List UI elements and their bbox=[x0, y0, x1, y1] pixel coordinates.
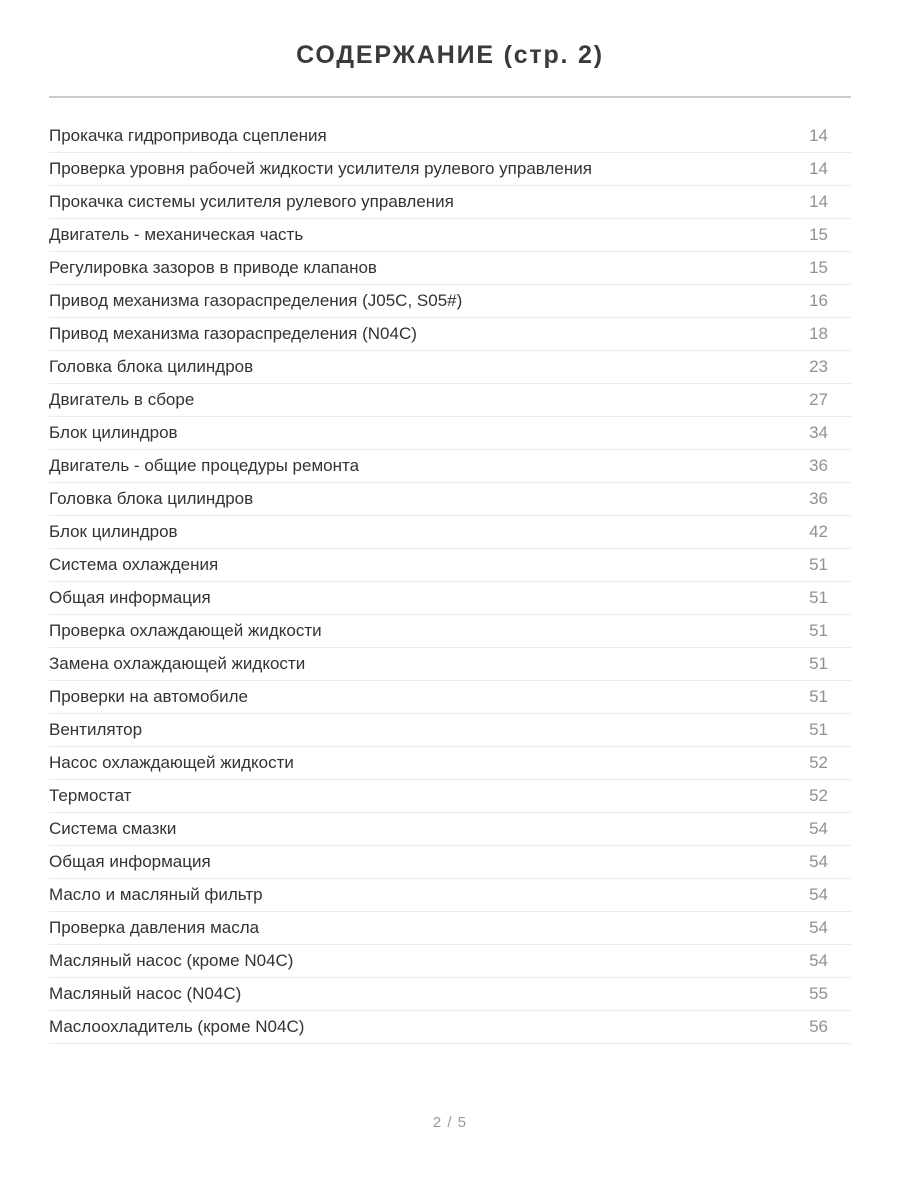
toc-entry-page-number: 16 bbox=[809, 291, 828, 310]
toc-entry-page-number: 15 bbox=[809, 258, 828, 277]
toc-row bbox=[49, 648, 851, 681]
toc-row bbox=[49, 318, 851, 351]
toc-row bbox=[49, 714, 851, 747]
toc-row bbox=[49, 615, 851, 648]
toc-entry-page-number: 36 bbox=[809, 456, 828, 475]
toc-entry-label: Блок цилиндров bbox=[49, 423, 178, 442]
toc-entry-page-number: 56 bbox=[809, 1017, 828, 1036]
toc-entry-label: Двигатель - механическая часть bbox=[49, 225, 304, 244]
toc-entry-label: Привод механизма газораспределения (N04C) bbox=[49, 324, 417, 343]
toc-entry-label: Общая информация bbox=[49, 588, 211, 607]
page-indicator: 2 / 5 bbox=[432, 1114, 468, 1131]
toc-row bbox=[49, 978, 851, 1011]
toc-entry-page-number: 54 bbox=[809, 852, 828, 871]
toc-row bbox=[49, 351, 851, 384]
toc-entry-label: Прокачка системы усилителя рулевого управления bbox=[49, 192, 454, 211]
toc-entry-page-number: 23 bbox=[809, 357, 828, 376]
toc-entry-page-number: 36 bbox=[809, 489, 828, 508]
toc-row bbox=[49, 846, 851, 879]
toc-row bbox=[49, 780, 851, 813]
toc-entry-label: Прокачка гидропривода сцепления bbox=[49, 126, 327, 145]
toc-entry-page-number: 54 bbox=[809, 918, 828, 937]
toc-entry-label: Маслоохладитель (кроме N04C) bbox=[49, 1017, 305, 1036]
toc-entry-label: Масляный насос (кроме N04C) bbox=[49, 951, 294, 970]
toc-entry-page-number: 54 bbox=[809, 951, 828, 970]
toc-row bbox=[49, 582, 851, 615]
toc-row bbox=[49, 549, 851, 582]
toc-row bbox=[49, 285, 851, 318]
toc-entry-label: Регулировка зазоров в приводе клапанов bbox=[49, 258, 377, 277]
toc-row bbox=[49, 516, 851, 549]
toc-entry-page-number: 51 bbox=[809, 720, 828, 739]
toc-entry-label: Масляный насос (N04C) bbox=[49, 984, 242, 1003]
toc-row bbox=[49, 1011, 851, 1044]
toc-entry-page-number: 27 bbox=[809, 390, 828, 409]
toc-entry-label: Замена охлаждающей жидкости bbox=[49, 654, 306, 673]
toc-row bbox=[49, 417, 851, 450]
toc-row bbox=[49, 186, 851, 219]
toc-entry-label: Блок цилиндров bbox=[49, 522, 178, 541]
toc-entry-page-number: 55 bbox=[809, 984, 828, 1003]
toc-row bbox=[49, 945, 851, 978]
toc-entry-page-number: 52 bbox=[809, 786, 828, 805]
toc-row bbox=[49, 813, 851, 846]
toc-entry-label: Система охлаждения bbox=[49, 555, 219, 574]
toc-entry-page-number: 15 bbox=[809, 225, 828, 244]
toc-entry-page-number: 51 bbox=[809, 654, 828, 673]
toc-entry-page-number: 51 bbox=[809, 621, 828, 640]
page-title: СОДЕРЖАНИЕ (стр. 2) bbox=[296, 41, 604, 69]
toc-entry-page-number: 18 bbox=[809, 324, 828, 343]
toc-entry-page-number: 51 bbox=[809, 555, 828, 574]
toc-entry-page-number: 14 bbox=[809, 159, 828, 178]
toc-entry-label: Общая информация bbox=[49, 852, 211, 871]
toc-row bbox=[49, 747, 851, 780]
title-divider bbox=[49, 96, 851, 98]
toc-entry-label: Проверки на автомобиле bbox=[49, 687, 249, 706]
toc-row bbox=[49, 483, 851, 516]
toc-entry-page-number: 42 bbox=[809, 522, 828, 541]
toc-entry-page-number: 51 bbox=[809, 588, 828, 607]
toc-entry-page-number: 54 bbox=[809, 885, 828, 904]
toc-row bbox=[49, 120, 851, 153]
toc-entry-label: Двигатель - общие процедуры ремонта bbox=[49, 456, 360, 475]
toc-entry-label: Вентилятор bbox=[49, 720, 143, 739]
toc-entry-page-number: 54 bbox=[809, 819, 828, 838]
toc-entry-label: Проверка охлаждающей жидкости bbox=[49, 621, 322, 640]
toc-entry-page-number: 34 bbox=[809, 423, 828, 442]
toc-entry-label: Проверка уровня рабочей жидкости усилителя рулевого управления bbox=[49, 159, 592, 178]
toc-entry-label: Масло и масляный фильтр bbox=[49, 885, 263, 904]
toc-entry-page-number: 14 bbox=[809, 126, 828, 145]
toc-row bbox=[49, 252, 851, 285]
toc-row bbox=[49, 681, 851, 714]
toc-row bbox=[49, 153, 851, 186]
toc-row bbox=[49, 879, 851, 912]
toc-entry-label: Привод механизма газораспределения (J05C, S05#) bbox=[49, 291, 463, 310]
toc-entry-label: Головка блока цилиндров bbox=[49, 489, 254, 508]
toc-entry-label: Двигатель в сборе bbox=[49, 390, 195, 409]
toc-row bbox=[49, 450, 851, 483]
toc-entry-label: Проверка давления масла bbox=[49, 918, 260, 937]
toc-entry-page-number: 14 bbox=[809, 192, 828, 211]
toc-entry-label: Термостат bbox=[49, 786, 132, 805]
toc-entry-page-number: 52 bbox=[809, 753, 828, 772]
toc-entry-label: Насос охлаждающей жидкости bbox=[49, 753, 294, 772]
toc-row bbox=[49, 912, 851, 945]
toc-list bbox=[49, 120, 851, 1044]
toc-row bbox=[49, 219, 851, 252]
toc-entry-label: Головка блока цилиндров bbox=[49, 357, 254, 376]
toc-entry-page-number: 51 bbox=[809, 687, 828, 706]
toc-row bbox=[49, 384, 851, 417]
toc-entry-label: Система смазки bbox=[49, 819, 177, 838]
